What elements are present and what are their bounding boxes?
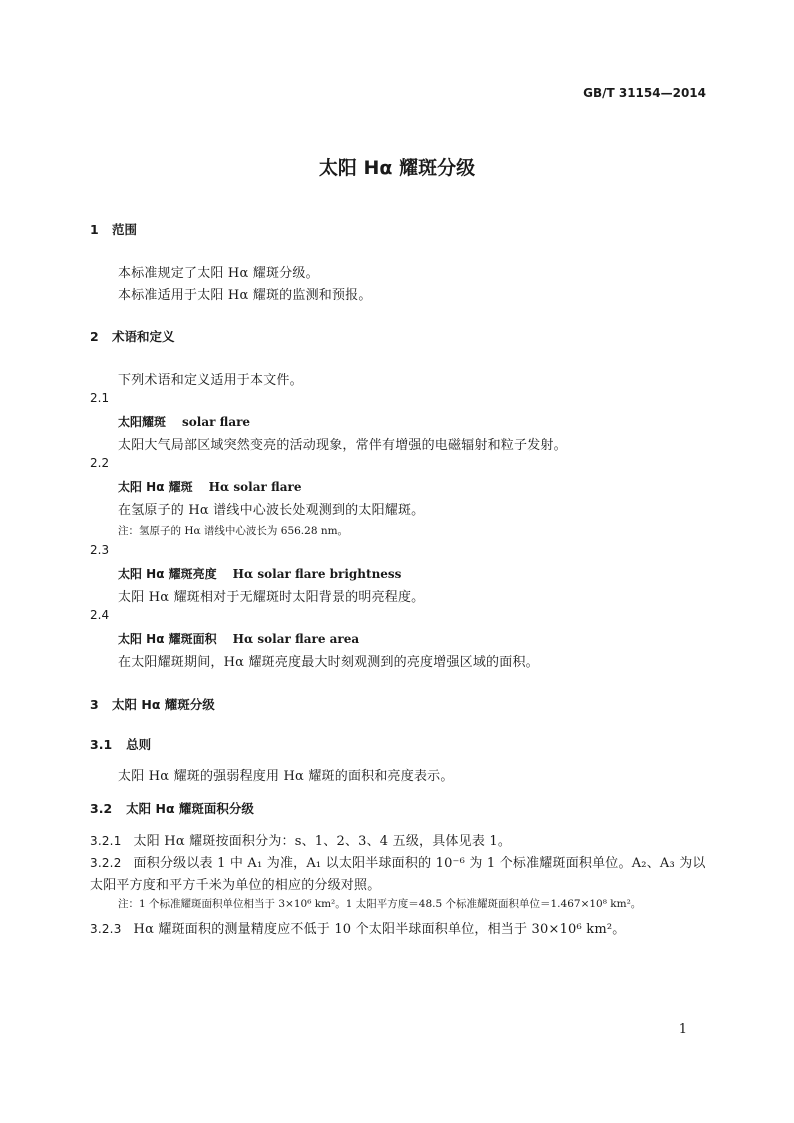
standard-code: GB/T 31154—2014 — [583, 86, 706, 100]
section-number: 1 — [90, 222, 99, 237]
clause-text: 面积分级以表 1 中 A₁ 为准，A₁ 以太阳半球面积的 10⁻⁶ 为 1 个标准耀斑面积单位。A₂、A₃ 为以 — [133, 856, 706, 871]
clause-3-2-3 — [90, 918, 625, 937]
term-number: 2.3 — [90, 543, 110, 557]
section-2-heading — [90, 327, 175, 345]
clause-text: 太阳 Hα 耀斑按面积分为：s、1、2、3、4 五级，具体见表 1。 — [133, 834, 512, 849]
clause-number: 3.2.1 — [90, 834, 122, 848]
term-zh: 太阳 Hα 耀斑面积 — [118, 632, 217, 646]
page-number: 1 — [678, 1022, 687, 1037]
term-zh: 太阳 Hα 耀斑 — [118, 480, 193, 494]
subsection-3-1-heading — [90, 735, 151, 753]
term-definition: 在太阳耀斑期间，Hα 耀斑亮度最大时刻观测到的亮度增强区域的面积。 — [118, 655, 539, 670]
term-number: 2.2 — [90, 456, 110, 470]
term-entry — [118, 478, 301, 495]
term-zh: 太阳 Hα 耀斑亮度 — [118, 567, 217, 581]
paragraph: 本标准规定了太阳 Hα 耀斑分级。 — [118, 266, 319, 281]
section-1-heading — [90, 220, 137, 238]
term-zh: 太阳耀斑 — [118, 415, 167, 429]
page-title: 太阳 Hα 耀斑分级 — [318, 157, 476, 179]
paragraph: 太阳 Hα 耀斑的强弱程度用 Hα 耀斑的面积和亮度表示。 — [118, 769, 454, 784]
subsection-number: 3.2 — [90, 801, 113, 816]
clause-number: 3.2.2 — [90, 856, 122, 870]
paragraph: 下列术语和定义适用于本文件。 — [118, 373, 303, 388]
term-number: 2.1 — [90, 391, 110, 405]
clause-3-2-2 — [90, 852, 706, 871]
clause-number: 3.2.3 — [90, 922, 122, 936]
term-en: Hα solar flare — [208, 480, 302, 494]
subsection-3-2-heading — [90, 799, 254, 817]
paragraph: 本标准适用于太阳 Hα 耀斑的监测和预报。 — [118, 288, 372, 303]
subsection-title: 总则 — [126, 737, 152, 752]
clause-text-continued: 太阳平方度和平方千米为单位的相应的分级对照。 — [90, 878, 381, 893]
term-en: Hα solar flare brightness — [232, 567, 402, 581]
term-note: 注：氢原子的 Hα 谱线中心波长为 656.28 nm。 — [118, 525, 349, 537]
section-number: 3 — [90, 697, 99, 712]
section-title: 范围 — [112, 222, 138, 237]
term-en: Hα solar flare area — [232, 632, 360, 646]
clause-text: Hα 耀斑面积的测量精度应不低于 10 个太阳半球面积单位，相当于 30×10⁶ km²。 — [133, 922, 626, 937]
term-entry — [118, 630, 359, 647]
term-definition: 太阳 Hα 耀斑相对于无耀斑时太阳背景的明亮程度。 — [118, 590, 425, 605]
subsection-number: 3.1 — [90, 737, 113, 752]
section-3-heading — [90, 695, 215, 713]
term-definition: 太阳大气局部区域突然变亮的活动现象，常伴有增强的电磁辐射和粒子发射。 — [118, 438, 567, 453]
section-number: 2 — [90, 329, 99, 344]
term-number: 2.4 — [90, 608, 110, 622]
subsection-title: 太阳 Hα 耀斑面积分级 — [126, 801, 254, 816]
term-definition: 在氢原子的 Hα 谱线中心波长处观测到的太阳耀斑。 — [118, 503, 425, 518]
term-en: solar flare — [182, 415, 251, 429]
section-title: 术语和定义 — [112, 329, 175, 344]
clause-note: 注：1 个标准耀斑面积单位相当于 3×10⁶ km²。1 太阳平方度＝48.5 个标准耀斑面积单位＝1.467×10⁸ km²。 — [118, 898, 642, 910]
term-entry — [118, 565, 401, 582]
clause-3-2-1 — [90, 830, 511, 849]
section-title: 太阳 Hα 耀斑分级 — [112, 697, 215, 712]
term-entry — [118, 413, 250, 430]
